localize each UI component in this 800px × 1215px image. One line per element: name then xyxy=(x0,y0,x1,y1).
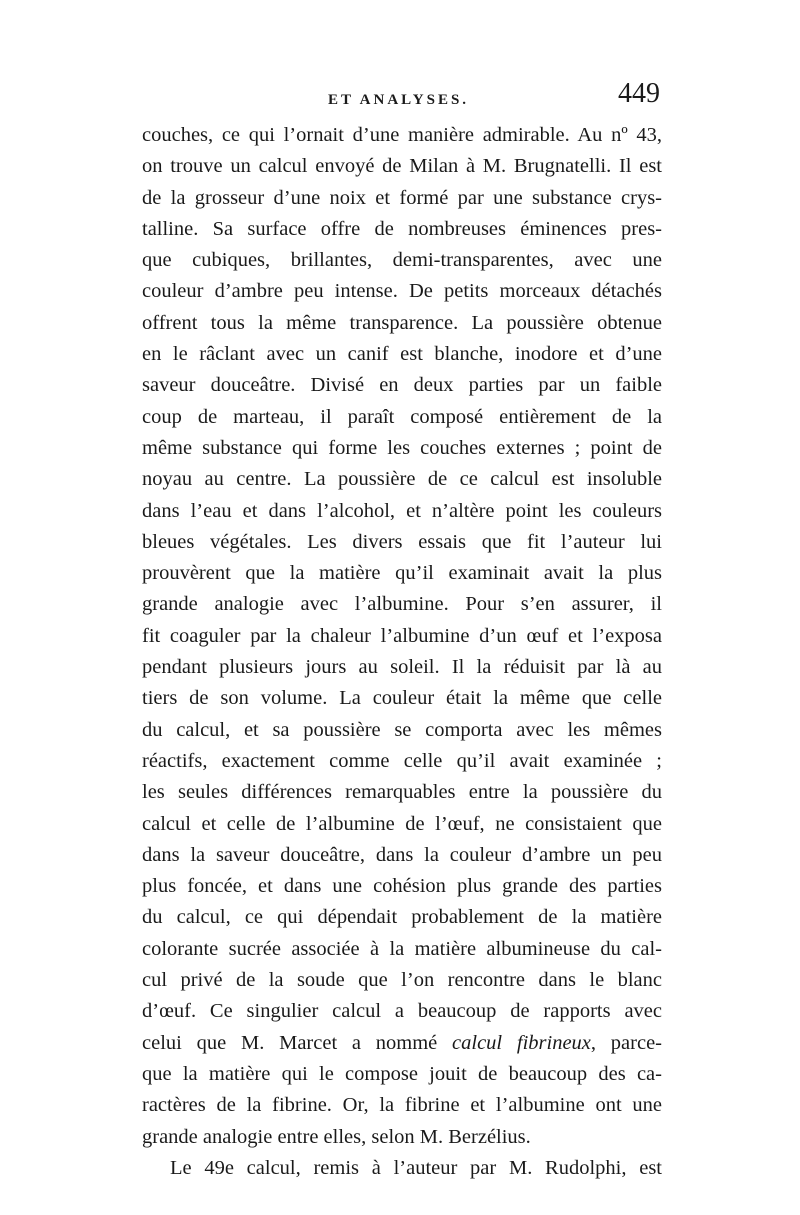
text-line: colorante sucrée associée à la matière albumineuse du cal- xyxy=(142,937,662,960)
text-line: talline. Sa surface offre de nombreuses éminences pres- xyxy=(142,217,662,240)
text-line: celui que M. Marcet a nommé calcul fibrineux, parce- xyxy=(142,1031,662,1054)
text-line: coup de marteau, il paraît composé entièrement de la xyxy=(142,405,662,428)
text-line: de la grosseur d’une noix et formé par une substance crys- xyxy=(142,186,662,209)
text-line: offrent tous la même transparence. La poussière obtenue xyxy=(142,311,662,334)
text-line: saveur douceâtre. Divisé en deux parties par un faible xyxy=(142,374,662,397)
text-line: en le râclant avec un canif est blanche, inodore et d’une xyxy=(142,343,662,366)
text-line: plus foncée, et dans une cohésion plus grande des parties xyxy=(142,875,662,898)
text-line: les seules différences remarquables entre la poussière du xyxy=(142,781,662,804)
text-line: cul privé de la soude que l’on rencontre dans le blanc xyxy=(142,969,662,992)
text-line: d’œuf. Ce singulier calcul a beaucoup de rapports avec xyxy=(142,1000,662,1023)
text-line: calcul et celle de l’albumine de l’œuf, ne consistaient que xyxy=(142,812,662,835)
text-line: bleues végétales. Les divers essais que fit l’auteur lui xyxy=(142,530,662,553)
body-text xyxy=(142,120,662,1184)
text-line: ractères de la fibrine. Or, la fibrine et l’albumine ont une xyxy=(142,1094,662,1117)
text-line: tiers de son volume. La couleur était la même que celle xyxy=(142,687,662,710)
text-line: couleur d’ambre peu intense. De petits morceaux détachés xyxy=(142,280,662,303)
text-line: réactifs, exactement comme celle qu’il avait examinée ; xyxy=(142,749,662,772)
italic-term: calcul fibrineux xyxy=(452,1031,591,1054)
text-line: fit coaguler par la chaleur l’albumine d’un œuf et l’exposa xyxy=(142,624,662,647)
text-line: on trouve un calcul envoyé de Milan à M. Brugnatelli. Il est xyxy=(142,155,662,178)
text-line: que la matière qui le compose jouit de beaucoup des ca- xyxy=(142,1062,662,1085)
text-line: grande analogie avec l’albumine. Pour s’en assurer, il xyxy=(142,593,662,616)
text-line: couches, ce qui l’ornait d’une manière admirable. Au nº 43, xyxy=(142,124,662,146)
text-line: pendant plusieurs jours au soleil. Il la réduisit par là au xyxy=(142,656,662,679)
paragraph-end-line: grande analogie entre elles, selon M. Berzélius. xyxy=(142,1125,531,1148)
page-number: 449 xyxy=(618,78,660,109)
text-line: même substance qui forme les couches externes ; point de xyxy=(142,436,662,459)
text-line: noyau au centre. La poussière de ce calcul est insoluble xyxy=(142,468,662,491)
text-line: du calcul, ce qui dépendait probablement de la matière xyxy=(142,906,662,929)
text-line: que cubiques, brillantes, demi-transparentes, avec une xyxy=(142,249,662,272)
text-line: du calcul, et sa poussière se comporta avec les mêmes xyxy=(142,718,662,741)
running-head: ET ANALYSES. xyxy=(328,92,470,108)
text-line: dans la saveur douceâtre, dans la couleur d’ambre un peu xyxy=(142,843,662,866)
text-line: prouvèrent que la matière qu’il examinait avait la plus xyxy=(142,562,662,585)
text-line: dans l’eau et dans l’alcohol, et n’altère point les couleurs xyxy=(142,499,662,522)
paragraph-start-line: Le 49e calcul, remis à l’auteur par M. Rudolphi, est xyxy=(170,1156,662,1179)
